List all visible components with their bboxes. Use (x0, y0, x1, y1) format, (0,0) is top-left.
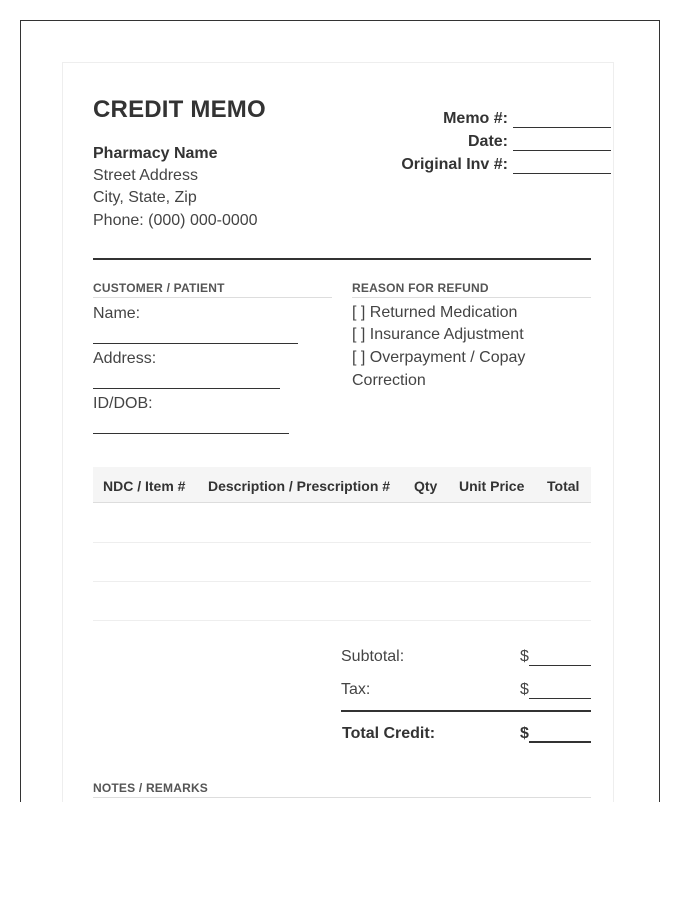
subtotal-field[interactable] (520, 648, 591, 666)
refund-option-insurance[interactable]: [ ] Insurance Adjustment (352, 326, 524, 343)
customer-id-field[interactable] (93, 433, 289, 434)
refund-option-overpayment[interactable]: [ ] Overpayment / Copay Correction (352, 349, 526, 389)
customer-address-label: Address: (93, 350, 157, 367)
notes-heading: NOTES / REMARKS (93, 781, 209, 795)
memo-number-label: Memo #: (443, 110, 508, 127)
tax-field[interactable] (520, 681, 591, 699)
city-state-zip: City, State, Zip (93, 189, 197, 206)
date-field[interactable] (513, 136, 611, 151)
subtotal-blank[interactable] (529, 651, 591, 666)
refund-heading: REASON FOR REFUND (352, 281, 489, 295)
original-invoice-row (401, 156, 611, 174)
original-invoice-field[interactable] (513, 159, 611, 174)
pharmacy-name: Pharmacy Name (93, 145, 218, 162)
table-row[interactable] (93, 542, 591, 543)
page-frame (20, 20, 660, 802)
header-divider (93, 258, 591, 260)
memo-number-field[interactable] (513, 113, 611, 128)
column-ndc: NDC / Item # (103, 478, 186, 494)
total-credit-blank[interactable] (529, 727, 591, 743)
subtotal-label: Subtotal: (341, 648, 405, 665)
column-unit-price: Unit Price (459, 478, 525, 494)
customer-name-field[interactable] (93, 343, 298, 344)
original-invoice-label: Original Inv #: (401, 156, 508, 173)
customer-id-label: ID/DOB: (93, 395, 153, 412)
tax-blank[interactable] (529, 684, 591, 699)
credit-memo-sheet (62, 62, 614, 802)
customer-heading: CUSTOMER / PATIENT (93, 281, 225, 295)
memo-number-row (443, 110, 611, 128)
tax-label: Tax: (341, 681, 371, 698)
subtotal-currency: $ (520, 648, 529, 665)
document-title: CREDIT MEMO (93, 96, 266, 123)
column-description: Description / Prescription # (208, 478, 391, 494)
customer-heading-rule (93, 297, 332, 298)
date-label: Date: (467, 133, 508, 150)
refund-option-returned[interactable]: [ ] Returned Medication (352, 304, 518, 321)
total-credit-label: Total Credit: (342, 725, 436, 742)
customer-address-field[interactable] (93, 388, 280, 389)
street-address: Street Address (93, 167, 198, 184)
refund-heading-rule (352, 297, 591, 298)
date-row (468, 133, 611, 151)
notes-heading-rule (93, 797, 591, 798)
tax-currency: $ (520, 681, 529, 698)
column-total: Total (547, 478, 580, 494)
totals-divider (341, 710, 591, 712)
customer-name-label: Name: (93, 305, 141, 322)
phone: Phone: (000) 000-0000 (93, 212, 258, 229)
total-credit-field[interactable] (520, 725, 591, 743)
column-qty: Qty (414, 478, 438, 494)
table-row[interactable] (93, 620, 591, 621)
table-row[interactable] (93, 581, 591, 582)
total-credit-currency: $ (520, 725, 529, 742)
